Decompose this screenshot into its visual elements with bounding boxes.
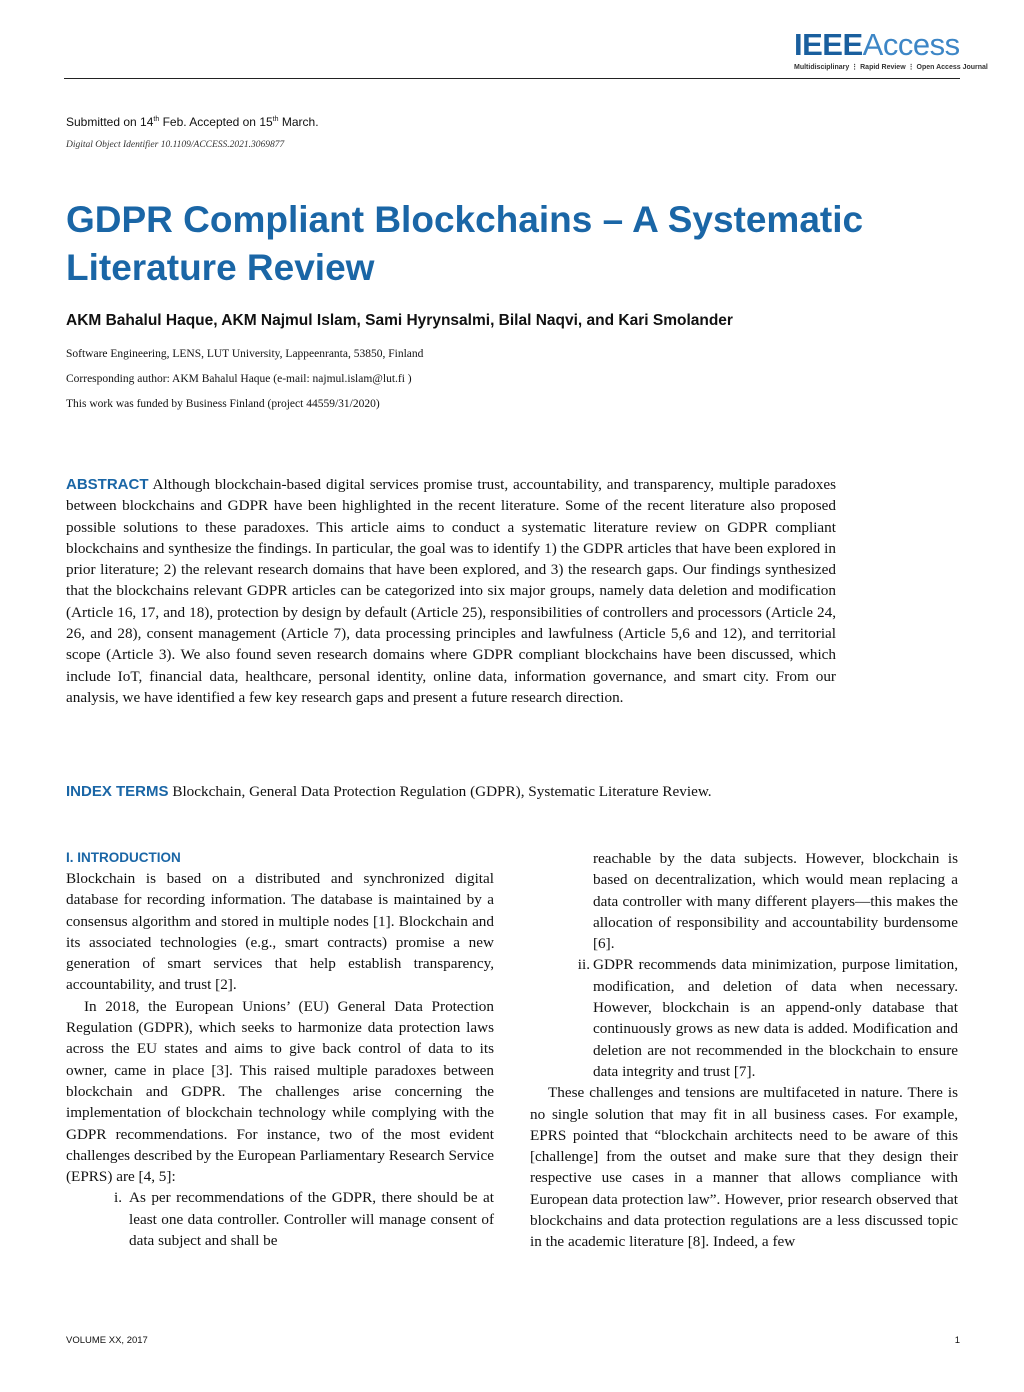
logo-ieee: IEEE bbox=[794, 27, 863, 62]
list-item-1 bbox=[66, 1187, 494, 1251]
list-item-2 bbox=[530, 954, 958, 1082]
right-column bbox=[530, 848, 958, 1253]
list-item-1-text: As per recommendations of the GDPR, there should be at least one data controller. Controller will manage consent of data subject and shall be bbox=[129, 1189, 494, 1250]
list-item-1-cont-text: reachable by the data subjects. However, blockchain is based on decentralization, which would mean replacing a data controller with many different players—this makes the allocation of responsibility and accountability burdensome [6]. bbox=[593, 850, 958, 953]
left-column bbox=[66, 848, 494, 1251]
submission-dates bbox=[66, 115, 319, 129]
section-heading: I. INTRODUCTION bbox=[66, 850, 181, 865]
ieee-access-logo bbox=[794, 27, 988, 76]
paper-title bbox=[66, 196, 966, 292]
affiliation: Software Engineering, LENS, LUT University, Lappeenranta, 53850, Finland bbox=[66, 348, 424, 360]
submitted-text-c: March. bbox=[278, 115, 319, 129]
page-number: 1 bbox=[954, 1335, 960, 1346]
list-item-1-continued bbox=[530, 848, 958, 954]
corresponding-author: Corresponding author: AKM Bahalul Haque (e-mail: najmul.islam@lut.fi ) bbox=[66, 373, 412, 385]
funding-note: This work was funded by Business Finland (project 44559/31/2020) bbox=[66, 398, 380, 410]
abstract bbox=[66, 474, 836, 708]
logo-wordmark bbox=[794, 28, 964, 62]
list-marker-1: i. bbox=[113, 1189, 122, 1207]
submitted-text-a: Submitted on 14 bbox=[66, 115, 154, 129]
title-line-2: Literature Review bbox=[66, 247, 375, 288]
list-item-2-text: GDPR recommends data minimization, purpose limitation, modification, and deletion of data when necessary. However, blockchain is an append-only database that continuously grows as new data is added. Modification and deletion are not recommended in the blockchain to ensure data integrity and trust [7]. bbox=[593, 956, 958, 1080]
logo-access: Access bbox=[862, 27, 960, 62]
author-list: AKM Bahalul Haque, AKM Najmul Islam, Sami Hyrynsalmi, Bilal Naqvi, and Kari Smolander bbox=[66, 312, 733, 329]
index-terms-text: Blockchain, General Data Protection Regulation (GDPR), Systematic Literature Review. bbox=[168, 783, 712, 800]
index-terms bbox=[66, 781, 866, 802]
logo-tagline: Multidisciplinary ⋮ Rapid Review ⋮ Open Access Journal bbox=[794, 64, 988, 71]
paragraph-3: These challenges and tensions are multifaceted in nature. There is no single solution that may fit in all business cases. For example, EPRS pointed that “blockchain architects need to be aware of this [challenge] from the outset and make sure that they design their respective use cases in a manner that allows compliance with European data protection law”. However, prior research observed that blockchains and data protection regulations are a less discussed topic in the academic literature [8]. Indeed, a few bbox=[530, 1084, 958, 1251]
doi-line: Digital Object Identifier 10.1109/ACCESS.2021.3069877 bbox=[66, 140, 285, 150]
header-rule bbox=[64, 78, 960, 79]
list-marker-2: ii. bbox=[577, 956, 590, 974]
submitted-text-b: Feb. Accepted on 15 bbox=[159, 115, 273, 129]
index-terms-label: INDEX TERMS bbox=[66, 783, 169, 800]
submitted-sup-2: th bbox=[272, 116, 279, 123]
paragraph-1: Blockchain is based on a distributed and synchronized digital database for recording information. The database is maintained by a consensus algorithm and stored in multiple nodes [1]. Blockchain and its associated technologies (e.g., smart contracts) promise a new generation of smart services that help establish transparency, accountability, and trust [2]. bbox=[66, 870, 494, 994]
submitted-sup-1: th bbox=[153, 116, 160, 123]
abstract-text: Although blockchain-based digital services promise trust, accountability, and transparency, multiple paradoxes between blockchains and GDPR have been highlighted in the recent literature. Some of the recent literature also proposed possible solutions to these paradoxes. This article aims to conduct a systematic literature review on GDPR compliant blockchains and synthesize the findings. In particular, the goal was to identify 1) the GDPR articles that have been explored in prior literature; 2) the relevant research domains that have been explored, and 3) the research gaps. Our findings synthesized that the blockchains relevant GDPR articles can be categorized into six major groups, namely data deletion and modification (Article 16, 17, and 18), protection by design by default (Article 25), responsibilities of controllers and processors (Article 24, 26, and 28), consent management (Article 7), data processing principles and lawfulness (Article 5,6 and 12), and territorial scope (Article 3). We also found seven research domains where GDPR compliant blockchains have been discussed, which include IoT, financial data, healthcare, personal identity, online data, information governance, and smart city. From our analysis, we have identified a few key research gaps and present a future research direction. bbox=[66, 476, 836, 706]
volume-footer: VOLUME XX, 2017 bbox=[66, 1335, 148, 1346]
abstract-label: ABSTRACT bbox=[66, 476, 149, 493]
title-line-1: GDPR Compliant Blockchains – A Systematic bbox=[66, 199, 864, 240]
paragraph-2: In 2018, the European Unions’ (EU) General Data Protection Regulation (GDPR), which seeks to harmonize data protection laws across the EU states and aims to give back control of data to its owner, came in place [3]. This raised multiple paradoxes between blockchain and GDPR. The challenges arise concerning the implementation of blockchain technology while complying with the GDPR recommendations. For instance, two of the most evident challenges described by the European Parliamentary Research Service (EPRS) are [4, 5]: bbox=[66, 997, 494, 1186]
